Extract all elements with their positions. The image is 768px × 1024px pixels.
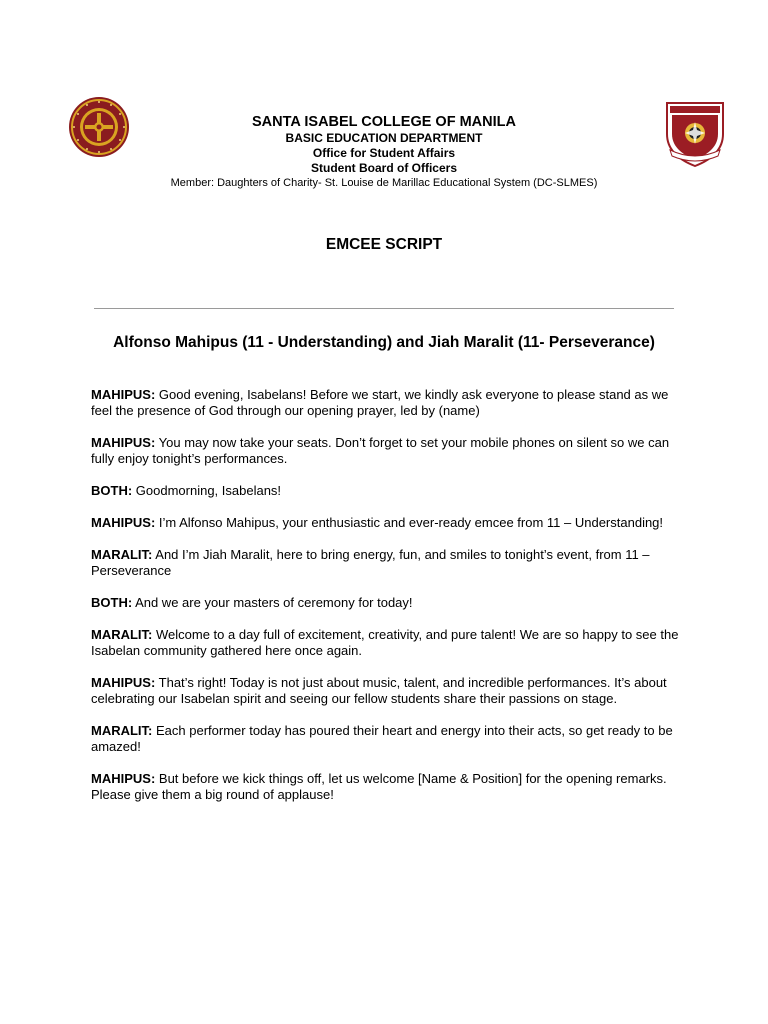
department-name: BASIC EDUCATION DEPARTMENT <box>285 131 483 145</box>
speaker-label: MAHIPUS: <box>91 387 156 402</box>
speaker-label: BOTH: <box>91 594 133 610</box>
document-header <box>0 114 768 190</box>
line-text: That’s right! Today is not just about music, talent, and incredible performances. It’s about celebrating our Isabelan spirit and seeing our fellow students share their passions on stage. <box>91 674 667 707</box>
line-text: And we are your masters of ceremony for today! <box>132 594 413 610</box>
script-line <box>91 387 679 420</box>
script-body <box>91 387 679 819</box>
document-title: EMCEE SCRIPT <box>325 236 443 253</box>
speaker-label: MAHIPUS: <box>91 674 156 690</box>
speaker-label: MARALIT: <box>91 722 153 738</box>
line-text: Good evening, Isabelans! Before we start, we kindly ask everyone to please stand as we feel the presence of God through our opening prayer, led by (name) <box>91 387 669 419</box>
line-text: Welcome to a day full of excitement, creativity, and pure talent! We are so happy to see the Isabelan community gathered here once again. <box>91 626 679 658</box>
office-name: Office for Student Affairs <box>312 146 456 160</box>
horizontal-divider <box>94 308 674 309</box>
speaker-label: MARALIT: <box>91 626 153 642</box>
script-line <box>91 483 679 499</box>
school-name: SANTA ISABEL COLLEGE OF MANILA <box>252 114 516 130</box>
speaker-label: MAHIPUS: <box>91 770 156 786</box>
line-text: But before we kick things off, let us welcome [Name & Position] for the opening remarks. Please give them a big round of applause! <box>91 770 667 803</box>
script-line <box>91 435 679 468</box>
membership-line: Member: Daughters of Charity- St. Louise de Marillac Educational System (DC-SLMES) <box>170 177 598 189</box>
script-line <box>91 547 679 580</box>
script-line <box>91 723 679 756</box>
speaker-label: MARALIT: <box>91 546 153 562</box>
speaker-label: MAHIPUS: <box>91 435 156 451</box>
speaker-label: MAHIPUS: <box>91 514 156 530</box>
speaker-label: BOTH: <box>91 483 133 499</box>
line-text: Each performer today has poured their heart and energy into their acts, so get ready to be amazed! <box>91 722 673 755</box>
line-text: You may now take your seats. Don’t forget to set your mobile phones on silent so we can fully enjoy tonight’s performances. <box>91 435 670 467</box>
script-line <box>91 627 679 660</box>
line-text: I’m Alfonso Mahipus, your enthusiastic and ever-ready emcee from 11 – Understanding! <box>155 514 664 530</box>
script-line <box>91 515 679 531</box>
line-text: And I’m Jiah Maralit, here to bring energy, fun, and smiles to tonight’s event, from 11 – Perseverance <box>91 546 650 579</box>
board-name: Student Board of Officers <box>310 161 457 175</box>
script-line <box>91 675 679 708</box>
script-line <box>91 771 679 804</box>
script-line <box>91 595 679 611</box>
line-text: Goodmorning, Isabelans! <box>132 483 282 499</box>
hosts-heading: Alfonso Mahipus (11 - Understanding) and Jiah Maralit (11- Perseverance) <box>113 334 655 351</box>
